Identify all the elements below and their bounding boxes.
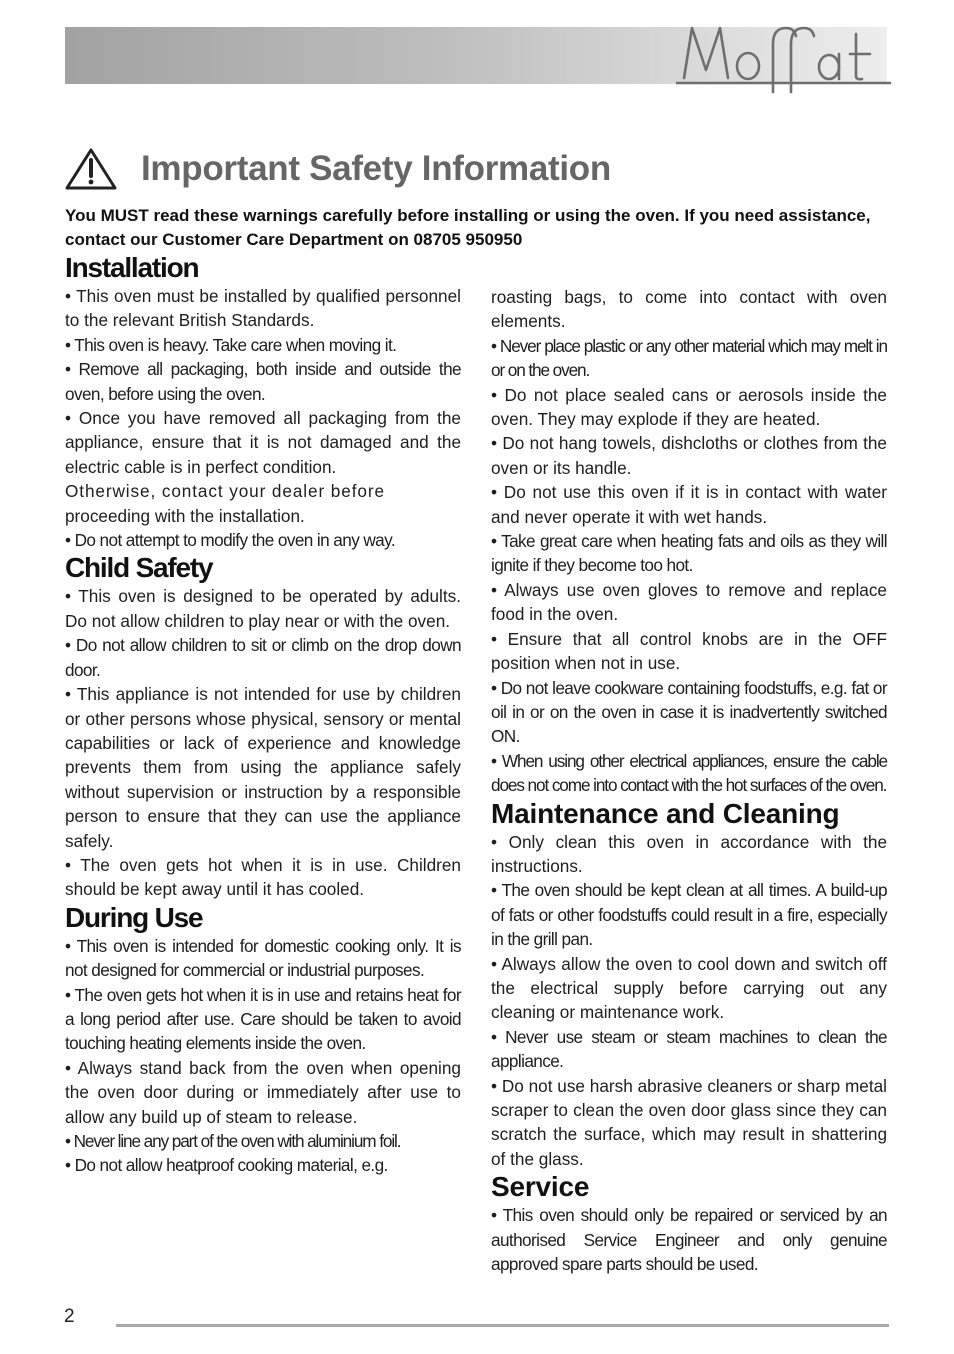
- list-item: • This oven is designed to be operated by adults. Do not allow children to play near or with the oven.: [65, 586, 461, 631]
- list-item: • When using other electrical appliances, ensure the cable does not come into contact with the hot surfaces of the oven.: [491, 750, 887, 796]
- list-item: • The oven gets hot when it is in use. Children should be kept away until it has cooled.: [65, 854, 461, 900]
- page-title-row: [65, 142, 611, 196]
- child-safety-heading: Child Safety: [65, 552, 213, 584]
- list-item: • The oven should be kept clean at all times. A build-up of fats or other foodstuffs could result in a fire, especially in the grill pan.: [491, 880, 887, 950]
- list-item: • This oven is heavy. Take care when moving it.: [65, 334, 397, 355]
- list-item: • Do not place sealed cans or aerosols inside the oven. They may explode if they are heated.: [491, 384, 887, 430]
- list-item: • Remove all packaging, both inside and outside the oven, before using the oven.: [65, 359, 461, 404]
- list-item: • Always use oven gloves to remove and replace food in the oven.: [491, 579, 887, 625]
- page-title: Important Safety Information: [141, 149, 611, 188]
- list-item: • Always stand back from the oven when opening the oven door during or immediately after use to allow any build up of steam to release.: [65, 1057, 461, 1127]
- list-item: • Do not allow children to sit or climb on the drop down door.: [65, 635, 461, 680]
- list-item: • Do not leave cookware containing foodstuffs, e.g. fat or oil in or on the oven in case it is inadvertently switched ON.: [491, 677, 887, 747]
- installation-heading: Installation: [65, 252, 199, 283]
- list-item: • Do not allow heatproof cooking material, e.g.: [65, 1155, 388, 1176]
- list-item: • This oven must be installed by qualified personnel to the relevant British Standards.: [65, 286, 461, 331]
- maintenance-heading: Maintenance and Cleaning: [491, 797, 840, 829]
- list-item: • Take great care when heating fats and oils as they will ignite if they become too hot.: [491, 531, 887, 576]
- page-number: 2: [64, 1306, 75, 1327]
- footer-rule: [116, 1324, 889, 1327]
- list-item: • This oven should only be repaired or serviced by an authorised Service Engineer and only genuine approved spare parts should be used.: [491, 1205, 887, 1275]
- list-item: • Never place plastic or any other material which may melt in or on the oven.: [491, 335, 887, 381]
- list-item: • Ensure that all control knobs are in the OFF position when not in use.: [491, 628, 887, 674]
- list-item: • This appliance is not intended for use by children or other persons whose physical, sensory or mental capabilities or lack of experience and knowledge prevents them from using the appliance safely without supervision or instruction by a responsible person to ensure that they can use the appliance safely.: [65, 684, 461, 851]
- list-item: • Once you have removed all packaging from the appliance, ensure that it is not damaged and the electric cable is in perfect condition.: [65, 408, 461, 477]
- list-item: Otherwise, contact your dealer before: [65, 481, 385, 502]
- list-item: • This oven is intended for domestic cooking only. It is not designed for commercial or industrial purposes.: [65, 935, 461, 981]
- list-item: roasting bags, to come into contact with oven elements.: [491, 287, 887, 332]
- right-column: [491, 285, 887, 1276]
- list-item: proceeding with the installation.: [65, 505, 305, 526]
- intro-warning: You MUST read these warnings carefully before installing or using the oven. If you need assistance, contact our Customer Care Department on 08705 950950: [65, 206, 871, 249]
- list-item: • The oven gets hot when it is in use and retains heat for a long period after use. Care should be taken to avoid touching heating elements inside the oven.: [65, 984, 461, 1054]
- list-item: • Never use steam or steam machines to clean the appliance.: [491, 1026, 887, 1072]
- list-item: • Do not hang towels, dishcloths or clothes from the oven or its handle.: [491, 433, 887, 478]
- list-item: • Do not use harsh abrasive cleaners or sharp metal scraper to clean the oven door glass since they can scratch the surface, which may result in shattering of the glass.: [491, 1075, 887, 1169]
- list-item: • Do not attempt to modify the oven in any way.: [65, 530, 396, 551]
- during-use-heading: During Use: [65, 901, 203, 933]
- service-heading: Service: [491, 1171, 590, 1203]
- left-column: [65, 252, 461, 1178]
- list-item: • Only clean this oven in accordance with the instructions.: [491, 831, 887, 876]
- list-item: • Never line any part of the oven with aluminium foil.: [65, 1131, 401, 1151]
- warning-triangle-icon: [65, 148, 117, 190]
- moffat-logo: [676, 14, 892, 94]
- list-item: • Do not use this oven if it is in contact with water and never operate it with wet hands.: [491, 482, 887, 527]
- list-item: • Always allow the oven to cool down and switch off the electrical supply before carrying out any cleaning or maintenance work.: [491, 953, 887, 1023]
